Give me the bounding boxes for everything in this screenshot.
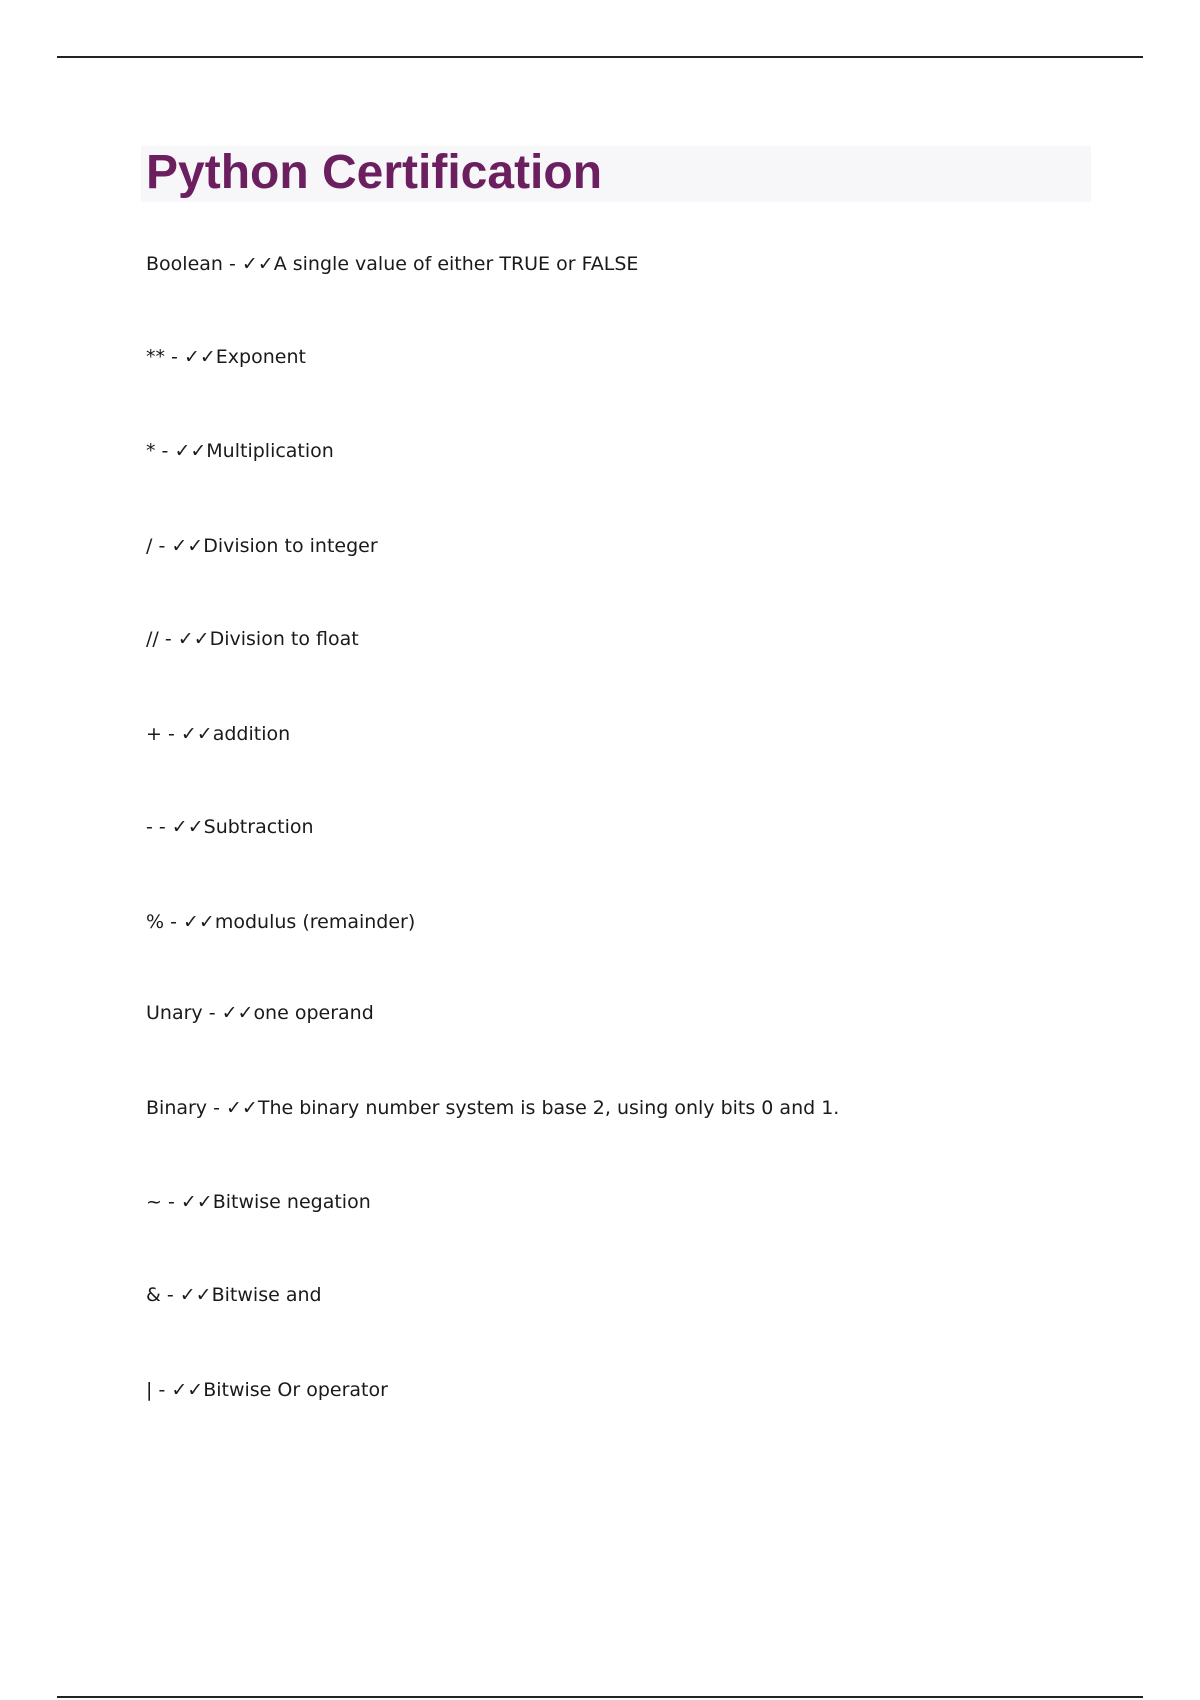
entry-separator: - — [155, 440, 175, 462]
entry-row — [146, 1096, 839, 1120]
entry-separator: - — [165, 346, 184, 368]
entry-term: Unary — [146, 1002, 203, 1024]
double-check-icon: ✓✓ — [226, 1097, 258, 1119]
entry-term: Binary — [146, 1097, 208, 1119]
entry-row — [146, 1283, 322, 1307]
double-check-icon: ✓✓ — [180, 1191, 213, 1213]
entry-separator: - — [202, 1002, 222, 1024]
entry-definition: Bitwise and — [211, 1284, 322, 1306]
double-check-icon: ✓✓ — [183, 911, 215, 933]
double-check-icon: ✓✓ — [221, 1002, 254, 1024]
entry-term: + — [146, 723, 162, 745]
entry-term: / — [146, 535, 153, 557]
entry-separator: - — [161, 1191, 181, 1213]
double-check-icon: ✓✓ — [171, 535, 204, 557]
entry-separator: - — [164, 911, 183, 933]
entry-separator: - — [207, 1097, 226, 1119]
double-check-icon: ✓✓ — [174, 440, 207, 462]
top-rule — [57, 56, 1143, 58]
entry-term: Boolean — [146, 253, 223, 275]
entry-definition: Bitwise Or operator — [203, 1379, 388, 1401]
double-check-icon: ✓✓ — [177, 628, 210, 650]
entry-separator: - — [152, 535, 172, 557]
entry-definition: A single value of either TRUE or FALSE — [273, 253, 639, 275]
double-check-icon: ✓✓ — [183, 346, 216, 368]
entry-separator: - — [152, 816, 172, 838]
entry-term: ~ — [146, 1191, 162, 1213]
entry-definition: Multiplication — [206, 440, 334, 462]
entry-row — [146, 722, 290, 746]
entry-term: | — [146, 1379, 153, 1401]
entry-term: // — [146, 628, 159, 650]
entry-term: - — [146, 816, 153, 838]
double-check-icon: ✓✓ — [241, 253, 274, 275]
double-check-icon: ✓✓ — [171, 816, 204, 838]
entry-term: & — [146, 1284, 161, 1306]
entry-separator: - — [222, 253, 242, 275]
double-check-icon: ✓✓ — [180, 723, 213, 745]
entry-definition: The binary number system is base 2, using only bits 0 and 1. — [257, 1097, 840, 1119]
bottom-rule — [57, 1696, 1143, 1698]
entry-row — [146, 252, 638, 276]
entry-row — [146, 1190, 371, 1214]
entry-row — [146, 910, 415, 934]
entry-definition: one operand — [253, 1002, 374, 1024]
entry-separator: - — [160, 1284, 180, 1306]
entry-row — [146, 627, 359, 651]
double-check-icon: ✓✓ — [171, 1379, 204, 1401]
entry-term: % — [146, 911, 165, 933]
entry-row — [146, 815, 314, 839]
entry-definition: addition — [212, 723, 291, 745]
entry-separator: - — [158, 628, 178, 650]
entry-definition: modulus (remainder) — [214, 911, 416, 933]
entry-separator: - — [152, 1379, 172, 1401]
entry-row — [146, 439, 334, 463]
entry-definition: Subtraction — [203, 816, 314, 838]
entry-definition: Division to integer — [203, 535, 378, 557]
entry-term: * — [146, 440, 156, 462]
double-check-icon: ✓✓ — [179, 1284, 212, 1306]
entry-definition: Exponent — [215, 346, 306, 368]
entry-row — [146, 345, 306, 369]
entry-term: ** — [146, 346, 165, 368]
page-title: Python Certification — [146, 146, 603, 199]
entry-row — [146, 534, 378, 558]
entry-definition: Bitwise negation — [212, 1191, 371, 1213]
entry-definition: Division to float — [209, 628, 359, 650]
entry-row — [146, 1378, 388, 1402]
entry-separator: - — [161, 723, 181, 745]
entry-row — [146, 1001, 374, 1025]
